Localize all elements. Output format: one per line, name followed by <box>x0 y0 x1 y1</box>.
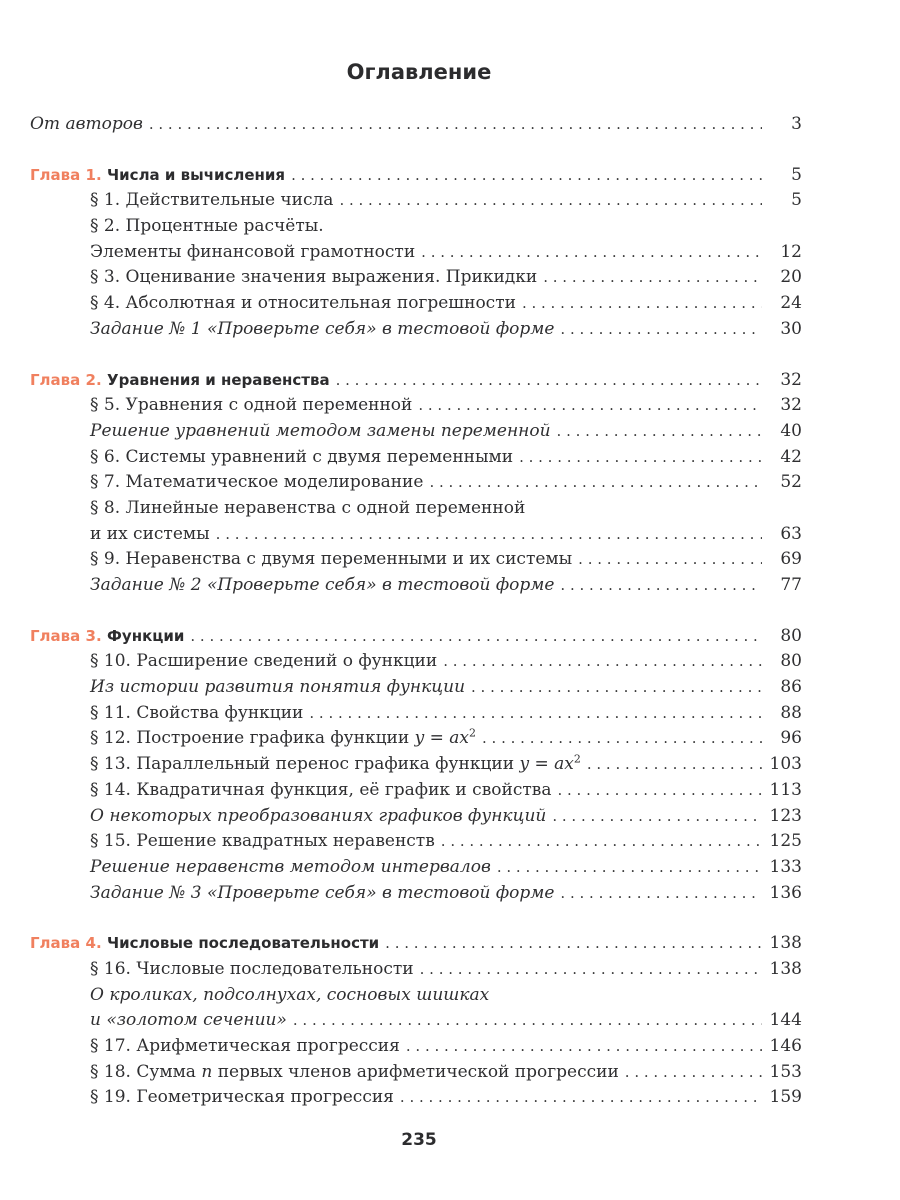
entry-text <box>90 470 423 496</box>
entry-text <box>90 573 554 599</box>
toc-entry[interactable] <box>30 726 802 752</box>
dot-leader <box>625 1060 762 1086</box>
entry-title: § 5. Уравнения с одной переменной <box>90 395 413 416</box>
toc-chapter-heading[interactable] <box>30 931 802 957</box>
entry-text: Элементы финансовой грамотности <box>90 241 416 262</box>
entry-page: 159 <box>769 1087 802 1108</box>
entry-text <box>90 881 554 907</box>
entry-page: 52 <box>780 472 802 493</box>
entry-text <box>90 317 554 343</box>
entry-title: § 14. Квадратичная функция, её график и свойства <box>90 779 552 800</box>
chapter-label: Глава 4. <box>30 934 102 953</box>
toc-chapter-heading[interactable] <box>30 163 802 189</box>
entry-text <box>90 445 513 471</box>
entry-page: 5 <box>791 164 802 185</box>
entry-title: § 15. Решение квадратных неравенств <box>90 831 435 852</box>
dot-leader <box>522 291 762 317</box>
entry-page: 80 <box>780 651 802 672</box>
toc-entry[interactable] <box>30 881 802 907</box>
entry-text <box>90 804 546 830</box>
entry-title: § 4. Абсолютная и относительная погрешности <box>90 293 516 314</box>
chapter-heading-text <box>30 624 184 650</box>
entry-page: 20 <box>780 267 802 288</box>
toc-entry[interactable] <box>30 317 802 343</box>
chapter-heading-text <box>30 368 330 394</box>
entry-title: § 9. Неравенства с двумя переменными и их системы <box>90 549 573 570</box>
toc-entry[interactable] <box>30 265 802 291</box>
entry-text <box>90 957 414 983</box>
toc-entry[interactable] <box>30 522 802 548</box>
entry-text <box>90 649 437 675</box>
entry-page: 144 <box>769 1010 802 1031</box>
entry-title: § 11. Свойства функции <box>90 702 304 723</box>
chapter-name: Числа и вычисления <box>107 165 286 184</box>
dot-leader <box>482 726 762 752</box>
toc-entry-preface[interactable] <box>30 112 802 138</box>
dot-leader <box>441 829 762 855</box>
dot-leader <box>293 1008 762 1034</box>
entry-page: 80 <box>780 625 802 646</box>
toc-entry-line: § 2. Процентные расчёты. <box>90 216 324 237</box>
entry-page: 138 <box>769 958 802 979</box>
entry-page: 138 <box>769 933 802 954</box>
entry-title: Задание № 1 «Проверьте себя» в тестовой форме <box>90 318 555 339</box>
dot-leader <box>443 649 762 675</box>
entry-page: 146 <box>769 1036 802 1056</box>
toc-entry[interactable] <box>30 393 802 419</box>
entry-text: и их системы <box>90 523 210 544</box>
entry-title-rest: первых членов арифметической прогрессии <box>217 1061 619 1082</box>
toc-entry[interactable] <box>30 855 802 881</box>
toc-chapter-heading[interactable] <box>30 624 802 650</box>
chapter-label: Глава 3. <box>30 626 102 645</box>
chapter-label: Глава 2. <box>30 370 102 389</box>
page-number: 235 <box>401 1130 437 1150</box>
entry-page: 69 <box>780 549 802 570</box>
formula: n <box>201 1061 213 1082</box>
entry-text <box>90 829 435 855</box>
entry-text <box>90 1034 400 1060</box>
toc-entry[interactable] <box>30 291 802 317</box>
table-of-contents <box>30 112 802 1111</box>
entry-page: 30 <box>780 318 802 339</box>
dot-leader <box>587 752 762 778</box>
dot-leader <box>519 445 762 471</box>
dot-leader <box>418 393 762 419</box>
entry-page: 153 <box>769 1061 802 1082</box>
toc-entry[interactable] <box>30 1034 802 1060</box>
entry-page: 136 <box>769 882 802 903</box>
entry-title: § 10. Расширение сведений о функции <box>90 651 438 672</box>
dot-leader <box>557 778 762 804</box>
chapter-heading-text <box>30 931 379 957</box>
toc-entry[interactable] <box>30 957 802 983</box>
chapter-heading-text <box>30 163 285 189</box>
entry-page: 32 <box>780 369 802 390</box>
dot-leader <box>543 265 762 291</box>
entry-text <box>90 1060 619 1086</box>
toc-entry[interactable] <box>30 445 802 471</box>
dot-leader <box>216 522 762 548</box>
entry-page: 40 <box>780 420 802 441</box>
entry-text <box>90 778 551 804</box>
dot-leader <box>560 881 762 907</box>
toc-entry[interactable] <box>30 1008 802 1034</box>
entry-page: 42 <box>780 446 802 467</box>
entry-title: Задание № 2 «Проверьте себя» в тестовой форме <box>90 575 555 595</box>
toc-entry[interactable] <box>30 573 802 599</box>
entry-title: § 19. Геометрическая прогрессия <box>90 1087 394 1108</box>
toc-entry[interactable] <box>30 240 802 266</box>
entry-title: § 16. Числовые последовательности <box>90 958 414 979</box>
dot-leader <box>309 701 762 727</box>
toc-entry[interactable] <box>30 547 802 573</box>
dot-leader <box>420 957 762 983</box>
dot-leader <box>421 240 762 266</box>
entry-page: 32 <box>780 395 802 416</box>
dot-leader <box>406 1034 762 1060</box>
dot-leader <box>578 547 762 573</box>
toc-entry[interactable] <box>30 675 802 701</box>
entry-title: § 13. Параллельный перенос графика функции <box>90 754 515 775</box>
entry-title: § 17. Арифметическая прогрессия <box>90 1036 400 1056</box>
toc-entry[interactable] <box>30 419 802 445</box>
entry-page: 63 <box>780 523 802 544</box>
dot-leader <box>336 368 762 394</box>
toc-entry[interactable] <box>30 1085 802 1111</box>
entry-text <box>90 726 476 752</box>
chapter-name: Функции <box>107 626 185 645</box>
entry-title: Из истории развития понятия функции <box>90 677 466 698</box>
dot-leader <box>291 163 762 189</box>
dot-leader <box>497 855 762 881</box>
toc-entry[interactable] <box>30 829 802 855</box>
toc-entry-line: О кроликах, подсолнухах, сосновых шишках <box>90 984 490 1005</box>
entry-title: § 3. Оценивание значения выражения. Прикидки <box>90 267 538 288</box>
entry-page: 12 <box>780 241 802 262</box>
entry-text <box>90 752 581 778</box>
entry-text <box>90 291 516 317</box>
entry-page: 123 <box>769 805 802 826</box>
dot-leader <box>385 931 762 957</box>
dot-leader <box>339 188 762 214</box>
dot-leader <box>429 470 762 496</box>
toc-entry-line: § 8. Линейные неравенства с одной переменной <box>90 497 526 518</box>
entry-text <box>90 393 412 419</box>
entry-page: 86 <box>780 677 802 698</box>
entry-page: 88 <box>780 702 802 723</box>
entry-page: 5 <box>791 190 802 211</box>
entry-text <box>90 675 465 701</box>
dot-leader <box>560 317 762 343</box>
entry-page: 113 <box>769 779 802 800</box>
dot-leader <box>560 573 762 599</box>
entry-text <box>90 701 303 727</box>
entry-text: От авторов <box>30 114 143 134</box>
entry-title: О некоторых преобразованиях графиков функций <box>90 805 547 826</box>
toc-entry[interactable] <box>30 188 802 214</box>
formula: y = ax <box>519 754 574 775</box>
entry-title: Решение неравенств методом интервалов <box>90 856 491 877</box>
entry-title: Решение уравнений методом замены переменной <box>90 420 551 441</box>
entry-page: 103 <box>769 754 802 775</box>
entry-title: § 6. Системы уравнений с двумя переменными <box>90 446 514 467</box>
page-title: Оглавление <box>346 60 492 84</box>
entry-text <box>90 419 551 445</box>
entry-page: 3 <box>791 114 802 134</box>
chapter-label: Глава 1. <box>30 165 102 184</box>
chapter-name: Числовые последовательности <box>107 934 380 953</box>
entry-page: 133 <box>769 856 802 877</box>
dot-leader <box>400 1085 762 1111</box>
entry-text <box>90 855 491 881</box>
toc-entry[interactable] <box>30 1060 802 1086</box>
entry-title: § 18. Сумма <box>90 1061 196 1082</box>
entry-title: Задание № 3 «Проверьте себя» в тестовой форме <box>90 882 555 903</box>
toc-entry[interactable] <box>30 649 802 675</box>
toc-entry[interactable] <box>30 752 802 778</box>
entry-text <box>90 547 572 573</box>
entry-text <box>90 265 537 291</box>
exponent: 2 <box>469 726 477 740</box>
toc-entry[interactable] <box>30 804 802 830</box>
entry-page: 77 <box>780 575 802 595</box>
entry-page: 96 <box>780 728 802 749</box>
chapter-name: Уравнения и неравенства <box>107 370 330 389</box>
formula: y = ax <box>414 728 470 749</box>
entry-text <box>90 1085 394 1111</box>
toc-chapter-heading[interactable] <box>30 368 802 394</box>
dot-leader <box>557 419 762 445</box>
entry-title: § 7. Математическое моделирование <box>90 472 424 493</box>
entry-text <box>90 188 333 214</box>
dot-leader <box>552 804 762 830</box>
dot-leader <box>149 112 762 138</box>
dot-leader <box>471 675 762 701</box>
entry-text: и «золотом сечении» <box>90 1010 287 1031</box>
toc-entry[interactable] <box>30 778 802 804</box>
toc-entry[interactable] <box>30 470 802 496</box>
entry-title: § 1. Действительные числа <box>90 190 334 211</box>
entry-page: 125 <box>769 831 802 852</box>
toc-entry[interactable] <box>30 701 802 727</box>
entry-title: § 12. Построение графика функции <box>90 728 410 749</box>
exponent: 2 <box>573 752 581 766</box>
dot-leader <box>190 624 762 650</box>
entry-page: 24 <box>780 293 802 314</box>
